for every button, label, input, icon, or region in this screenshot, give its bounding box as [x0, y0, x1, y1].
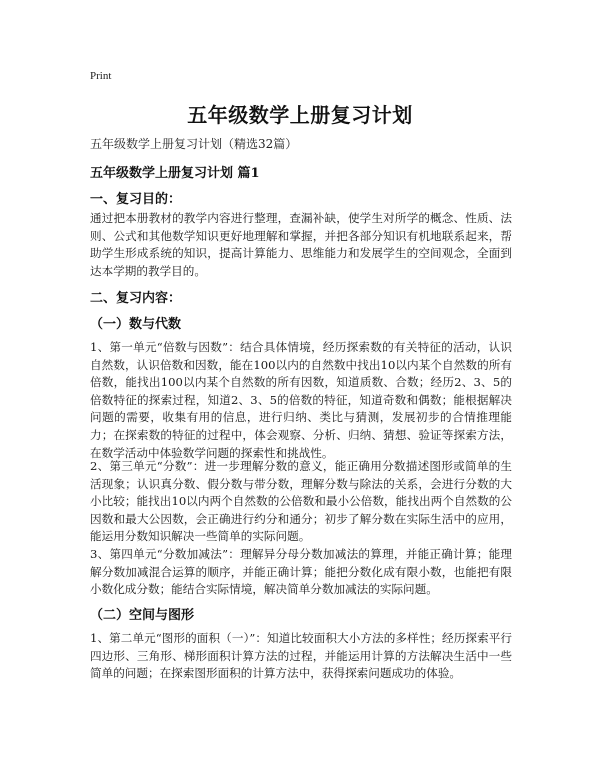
subsection-heading-space-shapes: （二）空间与图形 — [90, 608, 195, 623]
print-label[interactable]: Print — [90, 70, 112, 82]
article-heading: 五年级数学上册复习计划 篇1 — [90, 166, 260, 181]
section-heading-review-content: 二、复习内容： — [90, 291, 182, 306]
paragraph-unit3-fractions: 2、第三单元“分数”：进一步理解分数的意义，能正确用分数描述图形或简单的生活现象；认识真分数、假分数与带分数，理解分数与除法的关系，会进行分数的大小比较；能找出10以内两个自然数的公倍数和最小公倍数，能找出两个自然数的公因数和最大公因数，会正确进行约分和通分；初步了解分数在实际生活中的应用，能运用分数知识解决一些简单的实际问题。 — [90, 459, 512, 544]
document-title: 五年级数学上册复习计划 — [187, 103, 413, 127]
subsection-heading-numbers-algebra: （一）数与代数 — [90, 317, 182, 332]
paragraph-unit1-multiples-factors: 1、第一单元“倍数与因数”：结合具体情境，经历探索数的有关特征的活动，认识自然数，认识倍数和因数，能在100以内的自然数中找出10以内某个自然数的所有倍数，能找出100以内某个自然数的所有因数，知道质数、合数；经历2、3、5的倍数特征的探索过程，知道2、3、5的倍数的特征，知道奇数和偶数；能根据解决问题的需要，收集有用的信息，进行归纳、类比与猜测，发展初步的合情推理能力；在探索数的特征的过程中，体会观察、分析、归纳、猜想、验证等探索方法，在数学活动中体验数学问题的探索性和挑战性。 — [90, 340, 512, 460]
document-subtitle: 五年级数学上册复习计划（精选32篇） — [90, 137, 298, 151]
section-heading-review-goal: 一、复习目的： — [90, 192, 182, 207]
paragraph-review-goal: 通过把本册教材的教学内容进行整理，查漏补缺，使学生对所学的概念、性质、法则、公式和其他数学知识更好地理解和掌握，并把各部分知识有机地联系起来，帮助学生形成系统的知识，提高计算能力、思维能力和发展学生的空间观念，全面到达本学期的教学目的。 — [90, 211, 512, 278]
paragraph-unit2-area: 1、第二单元“图形的面积（一）”：知道比较面积大小方法的多样性；经历探索平行四边形、三角形、梯形面积计算方法的过程，并能运用计算的方法解决生活中一些简单的问题；在探索图形面积的计算方法中，获得探索问题成功的体验。 — [90, 631, 512, 681]
paragraph-unit4-fraction-addition: 3、第四单元“分数加减法”：理解异分母分数加减法的算理，并能正确计算；能理解分数加减混合运算的顺序，并能正确计算；能把分数化成有限小数，也能把有限小数化成分数；能结合实际情境，解决简单分数加减法的实际问题。 — [90, 547, 512, 597]
